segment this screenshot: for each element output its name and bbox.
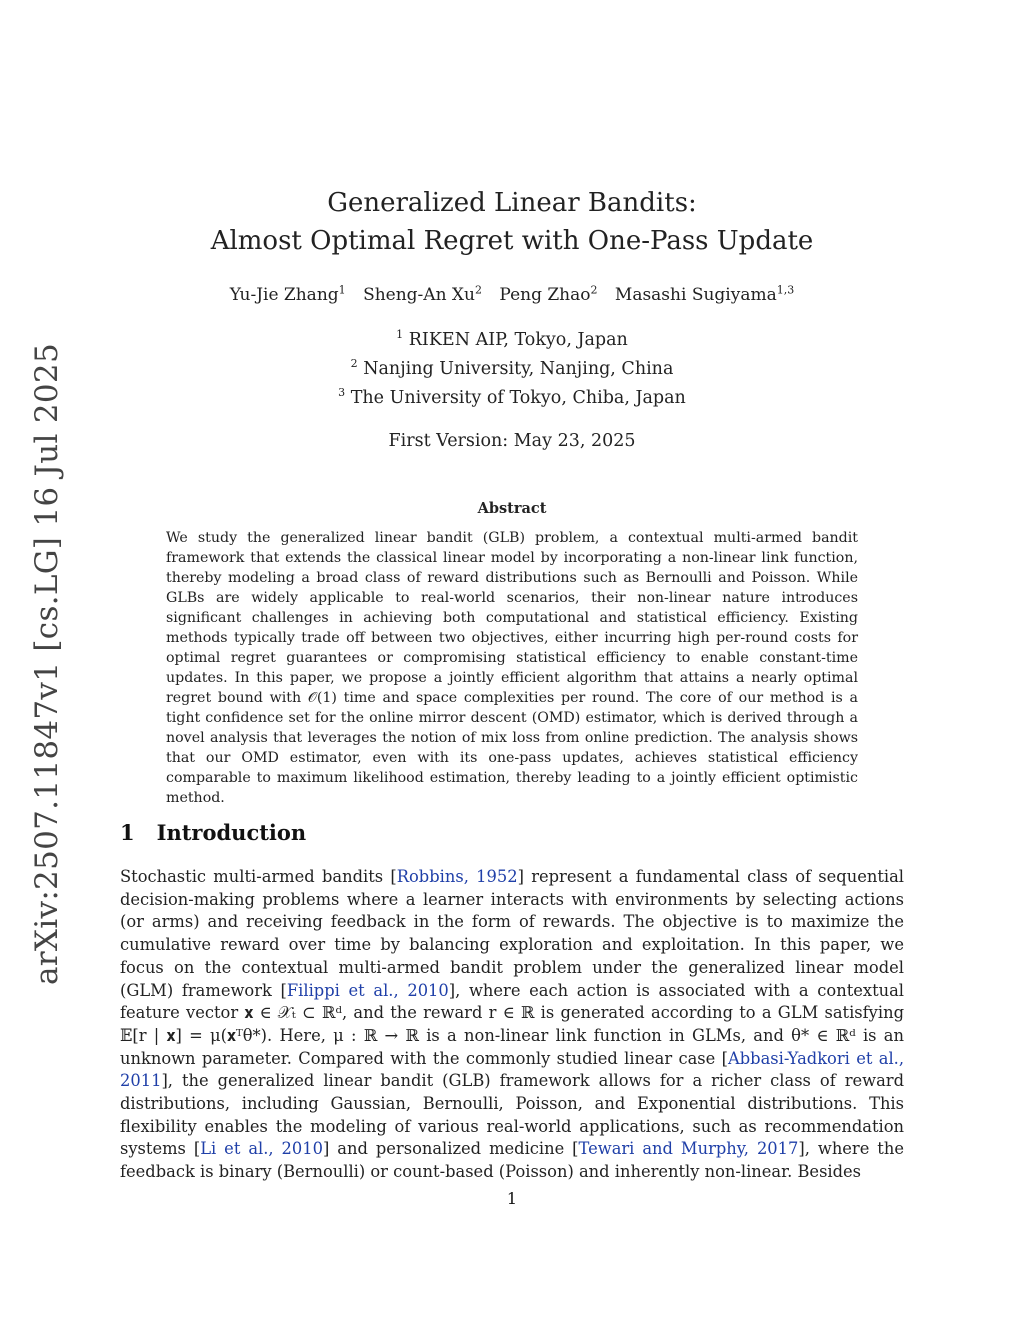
- affiliation: $^2$ Nanjing University, Nanjing, China: [350, 356, 674, 379]
- author: Sheng-An Xu$^2$: [363, 283, 482, 305]
- title-line-2: Almost Optimal Regret with One-Pass Update: [210, 226, 814, 256]
- section-number: 1: [120, 820, 135, 845]
- citation-link[interactable]: Tewari and Murphy, 2017: [578, 1139, 799, 1159]
- author: Peng Zhao$^2$: [499, 283, 598, 305]
- affiliation: $^3$ The University of Tokyo, Chiba, Japan: [338, 385, 686, 408]
- section-heading: [120, 820, 306, 845]
- author: Masashi Sugiyama$^{1,3}$: [614, 283, 795, 305]
- author: Yu-Jie Zhang$^1$: [229, 283, 346, 305]
- section-title: Introduction: [156, 820, 307, 845]
- abstract-heading: Abstract: [477, 500, 547, 517]
- paper-title: [0, 184, 1024, 260]
- affiliations: [0, 323, 1024, 409]
- citation-link[interactable]: Abbasi-Yadkori et al., 2011: [120, 1048, 904, 1091]
- arxiv-sidebar-stamp: [22, 343, 72, 985]
- page-number: 1: [506, 1189, 518, 1208]
- abstract-body: We study the generalized linear bandit (GLB) problem, a contextual multi-armed bandit framework that extends the classical linear model by incorporating a non-linear link function, thereby modeling a broad class of reward distributions such as Bernoulli and Poisson. While GLBs are widely applicable to real-world scenarios, their non-linear nature introduces significant challenges in achieving both computational and statistical efficiency. Existing methods typically trade off between two objectives, either incurring high per-round costs for optimal regret guarantees or compromising statistical efficiency to enable constant-time updates. In this paper, we propose a jointly efficient algorithm that attains a nearly optimal regret bound with 𝒪(1) time and space complexities per round. The core of our method is a tight confidence set for the online mirror descent (OMD) estimator, which is derived through a novel analysis that leverages the notion of mix loss from online prediction. The analysis shows that our OMD estimator, even with its one-pass updates, achieves statistical efficiency comparable to maximum likelihood estimation, thereby leading to a jointly efficient optimistic method.: [166, 530, 858, 806]
- author-list: [0, 283, 1024, 305]
- citation-link[interactable]: Li et al., 2010: [200, 1139, 323, 1159]
- citation-link[interactable]: Filippi et al., 2010: [286, 980, 449, 1000]
- title-line-1: Generalized Linear Bandits:: [327, 188, 697, 218]
- citation-link[interactable]: Robbins, 1952: [396, 867, 518, 886]
- introduction-paragraph: Stochastic multi-armed bandits [Robbins, 1952] represent a fundamental class of sequential decision-making problems where a learner interacts with environments by selecting actions (or arms) and receiving feedback in the form of rewards. The objective is to maximize the cumulative reward over time by balancing exploration and exploitation. In this paper, we focus on the contextual multi-armed bandit problem under the generalized linear model (GLM) framework [Filippi et al., 2010], where each action is associated with a contextual feature vector 𝐱 ∈ 𝒳ₜ ⊂ ℝᵈ, and the reward r ∈ ℝ is generated according to a GLM satisfying 𝔼[r | 𝐱] = μ(𝐱ᵀθ*). Here, μ : ℝ → ℝ is a non-linear link function in GLMs, and θ* ∈ ℝᵈ is an unknown parameter. Compared with the commonly studied linear case [Abbasi-Yadkori et al., 2011], the generalized linear bandit (GLB) framework allows for a richer class of reward distributions, including Gaussian, Bernoulli, Poisson, and Exponential distributions. This flexibility enables the modeling of various real-world applications, such as recommendation systems [Li et al., 2010] and personalized medicine [Tewari and Murphy, 2017], where the feedback is binary (Bernoulli) or count-based (Poisson) and inherently non-linear. Besides: [120, 867, 905, 1182]
- version-date: First Version: May 23, 2025: [388, 431, 636, 451]
- arxiv-id: arXiv:2507.11847v1 [cs.LG] 16 Jul 2025: [29, 343, 65, 985]
- affiliation: $^1$ RIKEN AIP, Tokyo, Japan: [396, 328, 628, 350]
